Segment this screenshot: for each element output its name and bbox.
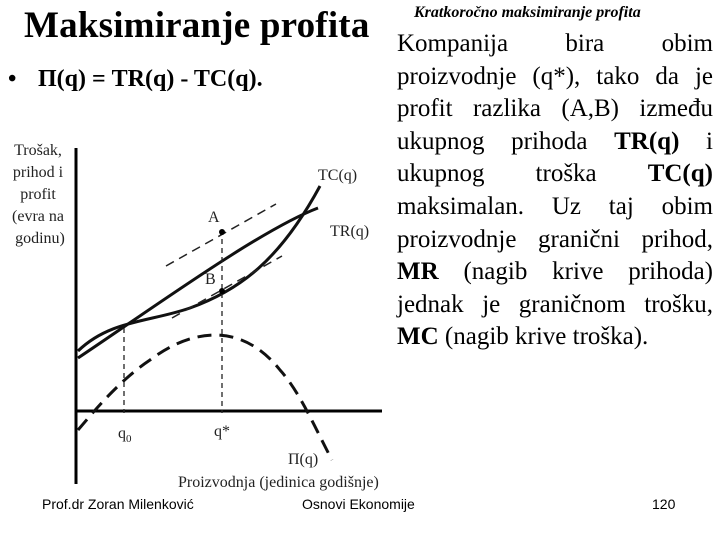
tr-tangent xyxy=(166,204,276,266)
slide-subtitle: Kratkoročno maksimiranje profita xyxy=(414,4,641,21)
footer-author: Prof.dr Zoran Milenković xyxy=(42,496,194,512)
para-tc: TC(q) xyxy=(647,160,713,188)
bullet-item xyxy=(8,62,278,96)
qstar-tick-label: q* xyxy=(214,423,230,440)
x-axis-label: Proizvodnja (jedinica godišnje) xyxy=(178,474,379,491)
para-mc: MC xyxy=(397,323,439,351)
tc-curve xyxy=(78,186,320,351)
tr-label: TR(q) xyxy=(330,223,370,240)
y-axis-label xyxy=(12,142,68,247)
para-part-1: Kompanija bira obim proizvodnje (q*), tako da je profit razlika (A,B) između ukupnog prihoda xyxy=(397,30,713,155)
bullet-dot: • xyxy=(8,66,17,92)
q0-base: q xyxy=(118,425,126,442)
footer-page-number: 120 xyxy=(652,496,676,512)
para-tr: TR(q) xyxy=(614,127,680,155)
point-b-marker xyxy=(219,288,225,294)
slide-title: Maksimiranje profita xyxy=(24,5,370,46)
footer-course: Osnovi Ekonomije xyxy=(302,496,415,512)
para-part-4: (nagib krive prihoda) jednak je graničnom trošku, xyxy=(397,258,713,318)
q0-tick-label xyxy=(118,425,132,445)
profit-formula: Π(q) = TR(q) - TC(q). xyxy=(38,66,263,92)
y-label-line-5: godinu) xyxy=(15,230,65,247)
point-a-label: A xyxy=(208,209,220,226)
profit-label: Π(q) xyxy=(288,451,319,468)
para-part-2: i ukupnog troška xyxy=(397,127,713,188)
y-label-line-2: prihod i xyxy=(12,164,64,181)
point-a-marker xyxy=(219,229,225,235)
y-label-line-1: Trošak, xyxy=(14,142,62,159)
y-label-line-3: profit xyxy=(20,186,56,203)
para-part-3: maksimalan. Uz taj obim proizvodnje granični prihod, xyxy=(397,192,713,253)
para-mr: MR xyxy=(397,258,439,286)
point-b-label: B xyxy=(205,271,216,288)
para-part-5: (nagib krive troška). xyxy=(438,323,649,351)
explanation-paragraph xyxy=(397,28,713,354)
tc-tangent xyxy=(172,256,282,318)
profit-diagram xyxy=(0,130,400,498)
tc-label: TC(q) xyxy=(318,167,358,184)
profit-curve xyxy=(78,335,332,460)
q0-subscript: 0 xyxy=(126,433,132,445)
y-label-line-4: (evra na xyxy=(12,208,64,225)
